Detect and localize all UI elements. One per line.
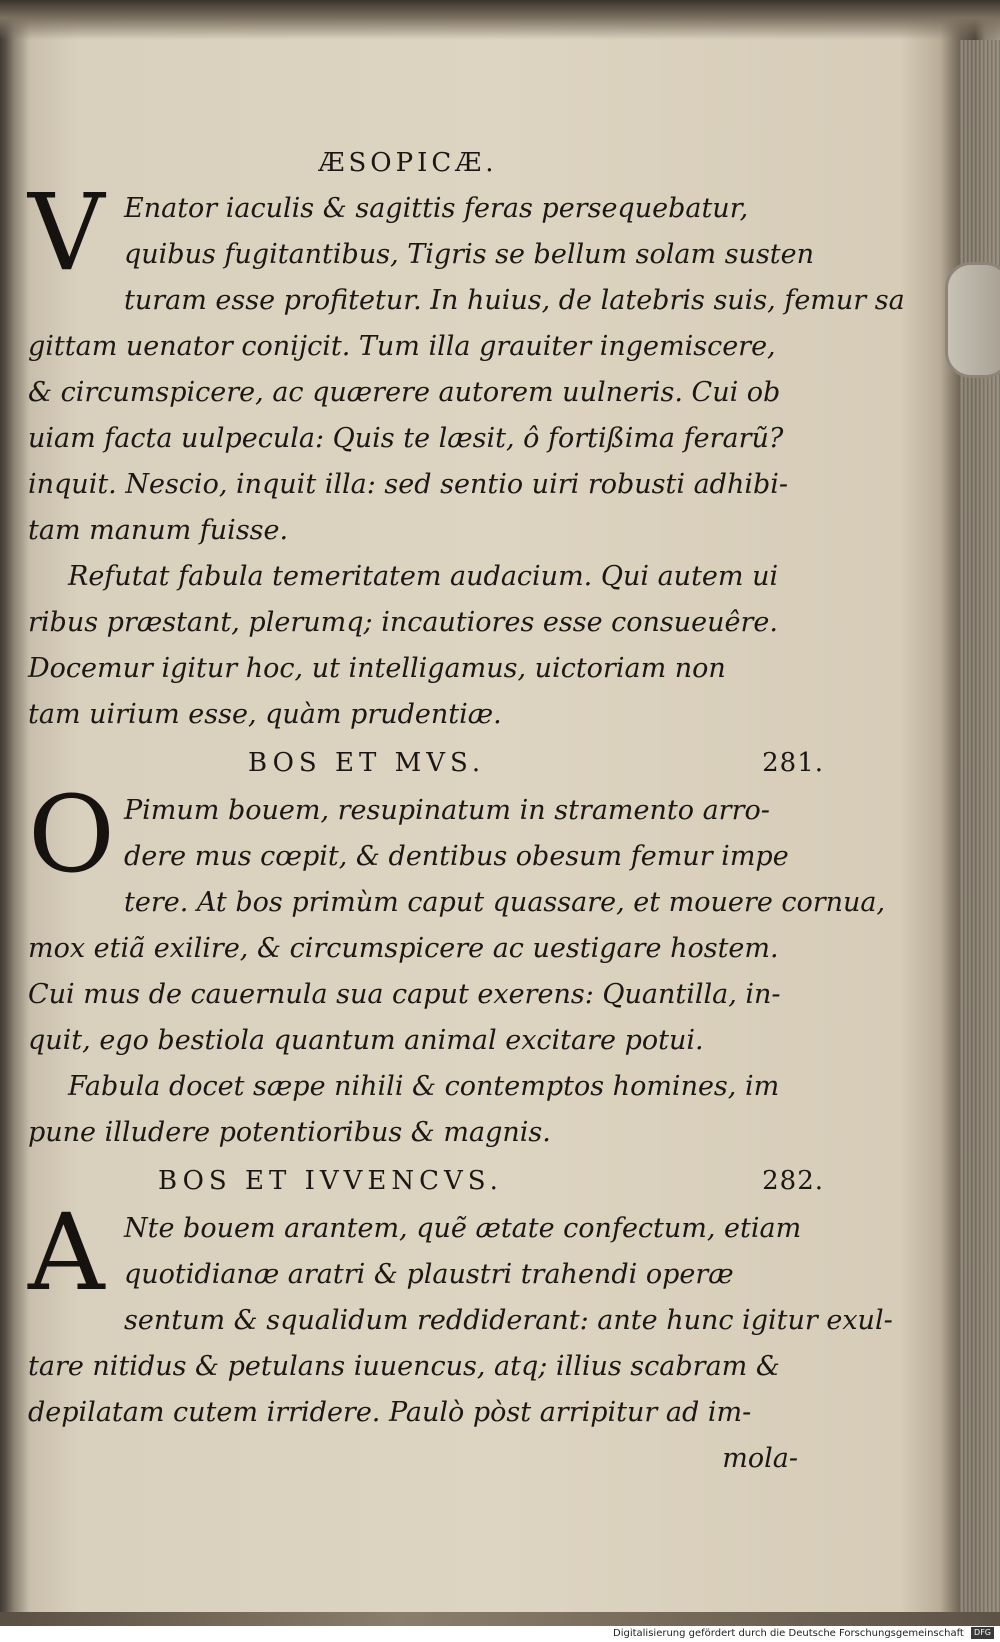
page-text [28,140,905,1482]
text-line: quibus fugitantibus, Tigris se bellum solam susten [124,239,815,270]
section-heading [28,738,828,788]
text-line: Docemur igitur hoc, ut intelligamus, uictoriam non [28,653,726,684]
text-line: depilatam cutem irridere. Paulò pòst arripitur ad im- [28,1397,752,1428]
footer-text: Digitalisierung gefördert durch die Deutsche Forschungsgemeinschaft [613,1628,964,1639]
text-line: quit, ego bestiola quantum animal excitare potui. [28,1025,704,1056]
text-line: Fabula docet sæpe nihili & contemptos homines, im [68,1071,780,1102]
dfg-logo: DFG [971,1627,994,1639]
fable-title: BOS ET IVVENCVS. [158,1166,503,1196]
text-line: uiam facta uulpecula: Quis te læsit, ô fortißima ferarũ? [28,423,784,454]
text-line: Nte bouem arantem, quẽ ætate confectum, etiam [124,1213,802,1244]
fable-2 [28,773,886,1064]
page-top-shadow [0,0,1000,40]
text-line: gittam uenator conijcit. Tum illa grauiter ingemiscere, [28,331,776,362]
section-heading [28,1156,828,1206]
text-line: ribus præstant, plerumq; incautiores esse consueuêre. [28,607,778,638]
drop-cap-a: A [28,1191,105,1314]
running-head: ÆSOPICÆ. [318,148,498,178]
drop-cap-o: O [28,773,115,896]
text-line: sentum & squalidum reddiderant: ante hunc igitur exul- [124,1305,893,1336]
binding-band [0,1612,1000,1626]
text-line: Pimum bouem, resupinatum in stramento arro- [124,795,770,826]
text-line: inquit. Nescio, inquit illa: sed sentio uiri robusti adhibi- [28,469,789,500]
fable-title: BOS ET MVS. [248,748,486,778]
text-line: Refutat fabula temeritatem audacium. Qui autem ui [68,561,779,592]
text-line: Cui mus de cauernula sua caput exerens: Quantilla, in- [28,979,781,1010]
text-line: pune illudere potentioribus & magnis. [28,1117,551,1148]
text-line: & circumspicere, ac quærere autorem uulneris. Cui ob [28,377,781,408]
fable-number: 281. [762,748,824,778]
text-line: turam esse profitetur. In huius, de latebris suis, femur sa [124,285,905,316]
text-line: Enator iaculis & sagittis feras persequebatur, [124,193,749,224]
drop-cap-v: V [28,171,105,294]
fable-2-moral [28,1064,828,1156]
text-line: quotidianæ aratri & plaustri trahendi operæ [124,1259,734,1290]
fable-number: 282. [762,1166,824,1196]
text-line: tam manum fuisse. [28,515,289,546]
digitization-footer [0,1626,1000,1642]
text-line: dere mus cœpit, & dentibus obesum femur impe [124,841,789,872]
text-line: tam uirium esse, quàm prudentiæ. [28,699,502,730]
text-line: mox etiã exilire, & circumspicere ac uestigare hostem. [28,933,779,964]
fable-3 [28,1191,893,1482]
fable-1 [28,171,905,554]
text-line: tere. At bos primùm caput quassare, et mouere cornua, [124,887,886,918]
catchword: mola- [722,1443,798,1474]
book-clasp [945,262,1000,378]
text-line: tare nitidus & petulans iuuencus, atq; illius scabram & [28,1351,780,1382]
fable-1-moral [28,554,828,738]
